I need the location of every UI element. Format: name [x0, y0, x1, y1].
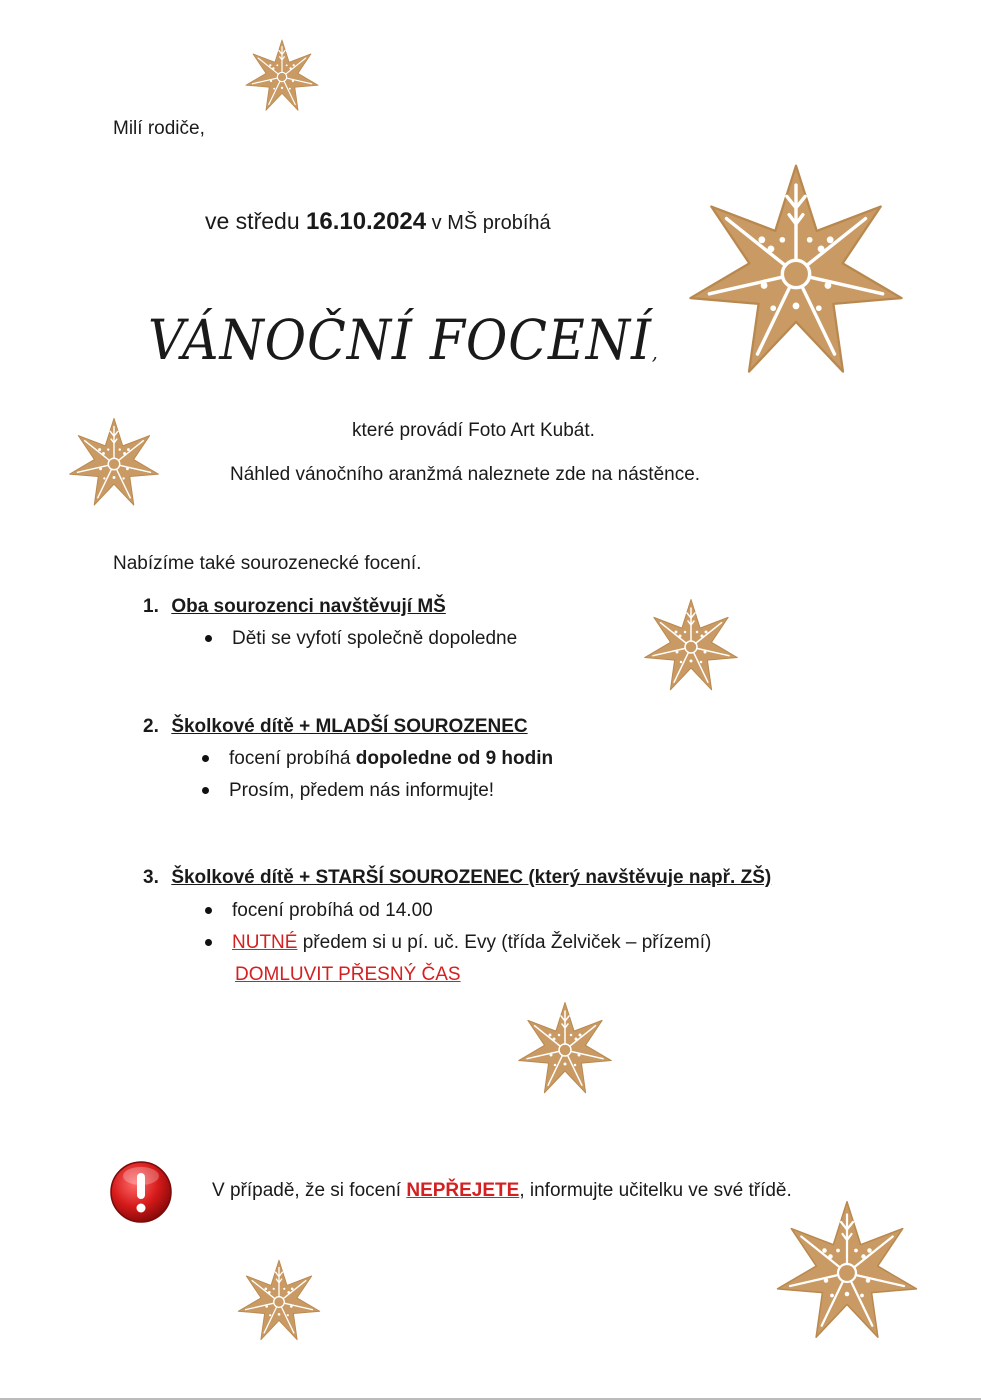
list-bullet: [202, 748, 553, 770]
item-number: 3.: [143, 867, 159, 888]
date-line: [205, 208, 551, 236]
list-bullet: [205, 900, 433, 922]
title-trail: ,: [651, 340, 659, 364]
bullet-icon: [205, 939, 212, 946]
gingerbread-star-icon: [772, 1198, 922, 1348]
list-bullet: [202, 780, 494, 802]
gingerbread-star-icon: [641, 597, 741, 697]
event-date: 16.10.2024: [306, 208, 427, 235]
sibling-intro: Nabízíme také sourozenecké focení.: [113, 553, 422, 574]
bullet-text: Děti se vyfotí společně dopoledne: [232, 628, 518, 649]
greeting: Milí rodiče,: [113, 118, 205, 139]
bullet-text: focení probíhá: [229, 748, 356, 769]
exclamation-icon: [109, 1160, 173, 1224]
warning-prefix: V případě, že si focení: [212, 1180, 407, 1201]
list-item-3: [143, 867, 771, 889]
gingerbread-star-icon: [515, 1000, 615, 1100]
list-item-2: [143, 716, 528, 738]
subtitle-preview: Náhled vánočního aranžmá naleznete zde na nástěnce.: [230, 464, 701, 485]
warning-text: [212, 1180, 792, 1202]
item-heading: Oba sourozenci navštěvují MŠ: [171, 596, 446, 617]
subtitle-photographer: které provádí Foto Art Kubát.: [352, 420, 595, 441]
bullet-icon: [202, 755, 209, 762]
item-number: 1.: [143, 596, 159, 617]
warning-highlight: NEPŘEJETE: [406, 1180, 520, 1201]
title-text: VÁNOČNÍ FOCENÍ: [148, 308, 652, 372]
gingerbread-star-icon: [243, 38, 321, 116]
date-suffix: v MŠ probíhá: [426, 212, 551, 234]
gingerbread-star-icon: [235, 1258, 323, 1346]
bullet-icon: [205, 907, 212, 914]
bullet-red-text: NUTNÉ: [232, 932, 298, 953]
gingerbread-star-icon: [682, 160, 910, 388]
date-prefix: ve středu: [205, 208, 306, 234]
list-bullet: [205, 932, 711, 954]
bullet-text: Prosím, předem nás informujte!: [229, 780, 495, 801]
bullet-text: předem si u pí. uč. Evy (třída Želviček – přízemí): [297, 932, 712, 953]
bullet-icon: [202, 787, 209, 794]
item-number: 2.: [143, 716, 159, 737]
bullet-red-line: DOMLUVIT PŘESNÝ ČAS: [235, 964, 461, 985]
bullet-icon: [205, 635, 212, 642]
bullet-text: focení probíhá od 14.00: [232, 900, 433, 921]
list-item-1: [143, 596, 446, 618]
list-bullet: [205, 628, 517, 650]
bullet-bold-text: dopoledne od 9 hodin: [355, 748, 554, 769]
warning-suffix: , informujte učitelku ve své třídě.: [519, 1180, 792, 1201]
gingerbread-star-icon: [66, 416, 162, 512]
page-title: [148, 308, 659, 372]
item-heading: Školkové dítě + MLADŠÍ SOUROZENEC: [171, 716, 528, 737]
item-heading: Školkové dítě + STARŠÍ SOUROZENEC (který navštěvuje např. ZŠ): [171, 867, 772, 888]
